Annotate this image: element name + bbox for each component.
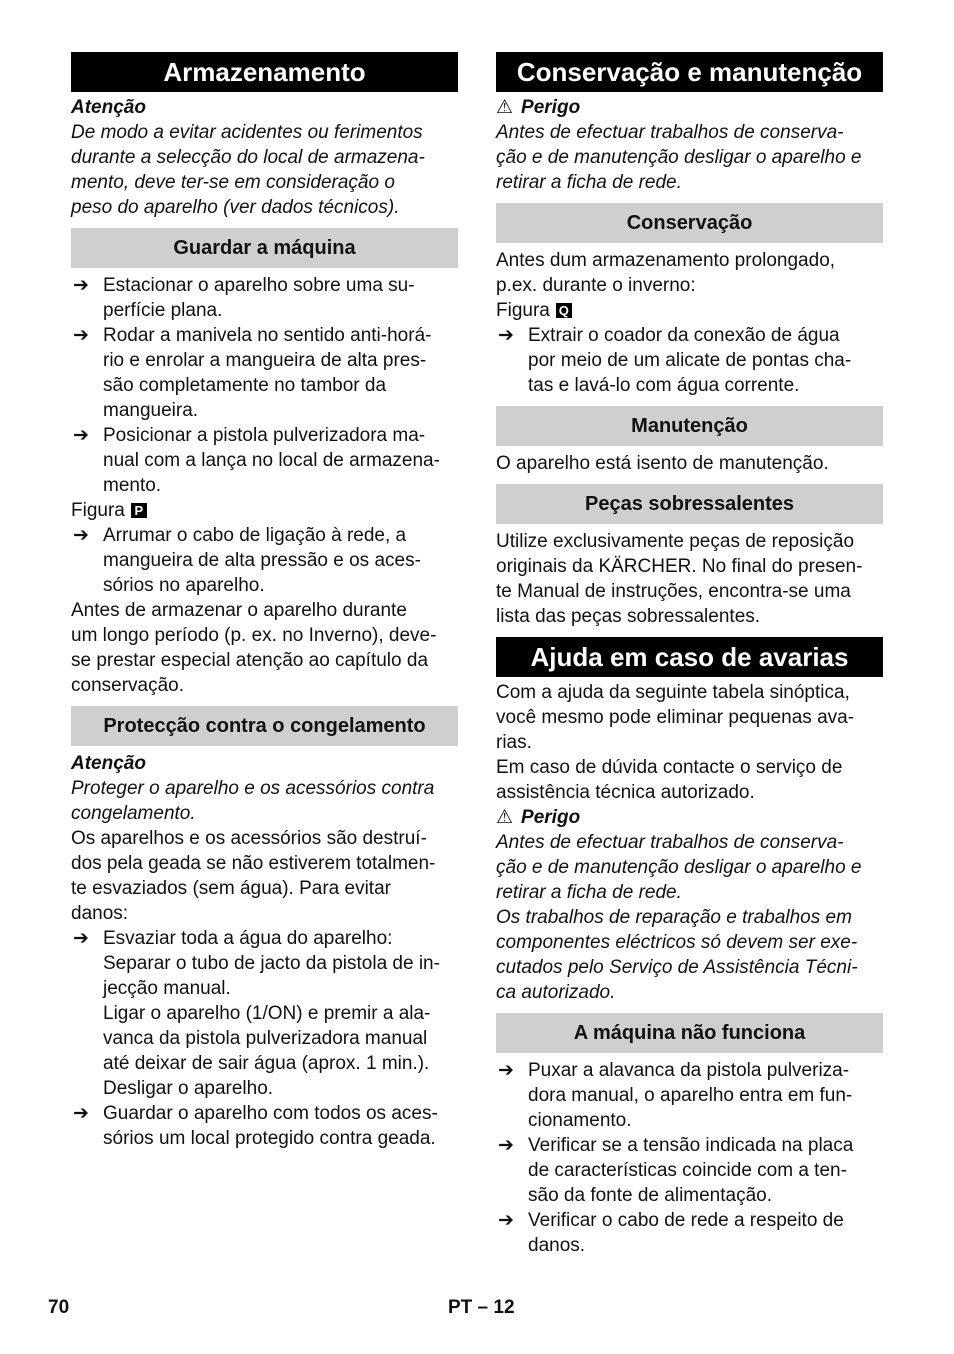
text-line: lista das peças sobressalentes. (496, 606, 761, 627)
text-line: conservação. (71, 675, 185, 696)
text-line: de características coincide com a ten- (528, 1160, 847, 1181)
text-line: são da fonte de alimentação. (528, 1185, 773, 1206)
text-line: Estacionar o aparelho sobre uma su- (103, 275, 415, 296)
text-line: ção e de manutenção desligar o aparelho e (496, 857, 862, 878)
text-line: Antes de efectuar trabalhos de conserva- (496, 832, 844, 853)
list-item-continuation (71, 1001, 458, 1101)
text-line: mento, deve ter-se em consideração o (71, 172, 395, 193)
text-line: danos: (71, 903, 129, 924)
paragraph (496, 248, 883, 298)
text-line: rias. (496, 732, 532, 753)
attention-label: Atenção (71, 97, 146, 118)
text-line: mangueira de alta pressão e os aces- (103, 550, 421, 571)
attention-text (71, 776, 458, 826)
text-line: durante a selecção do local de armazena- (71, 147, 425, 168)
text-line: Verificar se a tensão indicada na placa (528, 1135, 854, 1156)
text-line: Desligar o aparelho. (103, 1078, 274, 1099)
paragraph (496, 680, 883, 755)
text-line: Com a ajuda da seguinte tabela sinóptica, (496, 682, 850, 703)
left-column (71, 52, 458, 1151)
text-line: retirar a ficha de rede. (496, 172, 682, 193)
heading-maquina-nao-funciona: A máquina não funciona (496, 1013, 883, 1053)
page-number: 70 (48, 1297, 70, 1318)
text-line: você mesmo pode eliminar pequenas ava- (496, 707, 855, 728)
arrow-right-icon: ➔ (498, 325, 514, 346)
warning-triangle-icon: ⚠ (496, 807, 514, 828)
text-line: dos pela geada se não estiverem totalmen- (71, 853, 436, 874)
figure-reference (71, 498, 458, 523)
heading-conservacao-manutencao: Conservação e manutenção (496, 52, 883, 92)
list-item (496, 323, 883, 398)
text-line: Verificar o cabo de rede a respeito de (528, 1210, 844, 1231)
list-item (496, 1058, 883, 1133)
figure-badge: P (131, 503, 147, 518)
heading-pecas-sobressalentes: Peças sobressalentes (496, 484, 883, 524)
text-line: se prestar especial atenção ao capítulo da (71, 650, 429, 671)
arrow-right-icon: ➔ (498, 1210, 514, 1231)
text-line: Rodar a manivela no sentido anti-horá- (103, 325, 432, 346)
arrow-right-icon: ➔ (73, 275, 89, 296)
text-line: Antes de armazenar o aparelho durante (71, 600, 407, 621)
text-line: são completamente no tambor da (103, 375, 387, 396)
list-item (71, 423, 458, 498)
text-line: rio e enrolar a mangueira de alta pres- (103, 350, 427, 371)
arrow-right-icon: ➔ (73, 325, 89, 346)
list-item (71, 323, 458, 423)
text-line: sórios um local protegido contra geada. (103, 1128, 436, 1149)
figure-label: Figura (496, 300, 550, 321)
text-line: Separar o tubo de jacto da pistola de in- (103, 953, 440, 974)
figure-label: Figura (71, 500, 125, 521)
text-line: ção e de manutenção desligar o aparelho e (496, 147, 862, 168)
text-line: Os trabalhos de reparação e trabalhos em (496, 907, 852, 928)
text-line: mangueira. (103, 400, 199, 421)
paragraph (71, 826, 458, 926)
text-line: Utilize exclusivamente peças de reposição (496, 531, 855, 552)
arrow-right-icon: ➔ (498, 1135, 514, 1156)
text-line: Antes dum armazenamento prolongado, (496, 250, 836, 271)
list-item (496, 1208, 883, 1258)
heading-manutencao: Manutenção (496, 406, 883, 446)
text-line: peso do aparelho (ver dados técnicos). (71, 197, 400, 218)
figure-reference (496, 298, 883, 323)
heading-conservacao: Conservação (496, 203, 883, 243)
heading-guardar-maquina: Guardar a máquina (71, 228, 458, 268)
text-line: Em caso de dúvida contacte o serviço de (496, 757, 843, 778)
text-line: dora manual, o aparelho entra em fun- (528, 1085, 853, 1106)
text-line: vanca da pistola pulverizadora manual (103, 1028, 428, 1049)
text-line: Extrair o coador da conexão de água (528, 325, 840, 346)
text-line: Arrumar o cabo de ligação à rede, a (103, 525, 407, 546)
heading-proteccao-congelamento: Protecção contra o congelamento (71, 706, 458, 746)
paragraph (496, 755, 883, 805)
arrow-right-icon: ➔ (73, 425, 89, 446)
text-line: até deixar de sair água (aprox. 1 min.). (103, 1053, 430, 1074)
list-item (71, 273, 458, 323)
text-line: componentes eléctricos só devem ser exe- (496, 932, 858, 953)
danger-text (496, 120, 883, 195)
text-line: perfície plana. (103, 300, 223, 321)
heading-ajuda-avarias: Ajuda em caso de avarias (496, 637, 883, 677)
figure-badge: Q (556, 303, 572, 318)
text-line: um longo período (p. ex. no Inverno), deve- (71, 625, 437, 646)
text-line: mento. (103, 475, 162, 496)
text-line: Os aparelhos e os acessórios são destruí- (71, 828, 427, 849)
text-line: Ligar o aparelho (1/ON) e premir a ala- (103, 1003, 431, 1024)
list-item (496, 1133, 883, 1208)
text-line: por meio de um alicate de pontas cha- (528, 350, 852, 371)
danger-label (496, 805, 883, 830)
attention-label: Atenção (71, 753, 146, 774)
danger-label-text: Perigo (521, 807, 581, 828)
danger-label (496, 95, 883, 120)
text-line: cionamento. (528, 1110, 632, 1131)
text-line: congelamento. (71, 803, 196, 824)
arrow-right-icon: ➔ (73, 1103, 89, 1124)
danger-label-text: Perigo (521, 97, 581, 118)
text-line: Guardar o aparelho com todos os aces- (103, 1103, 438, 1124)
text-line: Posicionar a pistola pulverizadora ma- (103, 425, 426, 446)
text-line: jecção manual. (103, 978, 231, 999)
warning-triangle-icon: ⚠ (496, 97, 514, 118)
right-column (496, 52, 883, 1258)
text-line: Antes de efectuar trabalhos de conserva- (496, 122, 844, 143)
text-line: tas e lavá-lo com água corrente. (528, 375, 800, 396)
attention-text (71, 120, 458, 220)
heading-armazenamento: Armazenamento (71, 52, 458, 92)
text-line: ca autorizado. (496, 982, 616, 1003)
arrow-right-icon: ➔ (498, 1060, 514, 1081)
paragraph: O aparelho está isento de manutenção. (496, 453, 829, 474)
text-line: Esvaziar toda a água do aparelho: (103, 928, 393, 949)
text-line: te esvaziados (sem água). Para evitar (71, 878, 391, 899)
text-line: danos. (528, 1235, 586, 1256)
paragraph (496, 529, 883, 629)
text-line: assistência técnica autorizado. (496, 782, 755, 803)
text-line: Proteger o aparelho e os acessórios contra (71, 778, 435, 799)
text-line: nual com a lança no local de armazena- (103, 450, 440, 471)
page-code: PT – 12 (448, 1297, 515, 1318)
text-line: cutados pelo Serviço de Assistência Técni- (496, 957, 858, 978)
text-line: originais da KÄRCHER. No final do presen- (496, 556, 863, 577)
list-item (71, 1101, 458, 1151)
danger-text (496, 830, 883, 1005)
arrow-right-icon: ➔ (73, 928, 89, 949)
text-line: De modo a evitar acidentes ou ferimentos (71, 122, 423, 143)
list-item (71, 523, 458, 598)
text-line: retirar a ficha de rede. (496, 882, 682, 903)
paragraph (71, 598, 458, 698)
arrow-right-icon: ➔ (73, 525, 89, 546)
text-line: sórios no aparelho. (103, 575, 265, 596)
list-item (71, 926, 458, 1001)
text-line: Puxar a alavanca da pistola pulveriza- (528, 1060, 850, 1081)
text-line: te Manual de instruções, encontra-se uma (496, 581, 851, 602)
text-line: p.ex. durante o inverno: (496, 275, 696, 296)
